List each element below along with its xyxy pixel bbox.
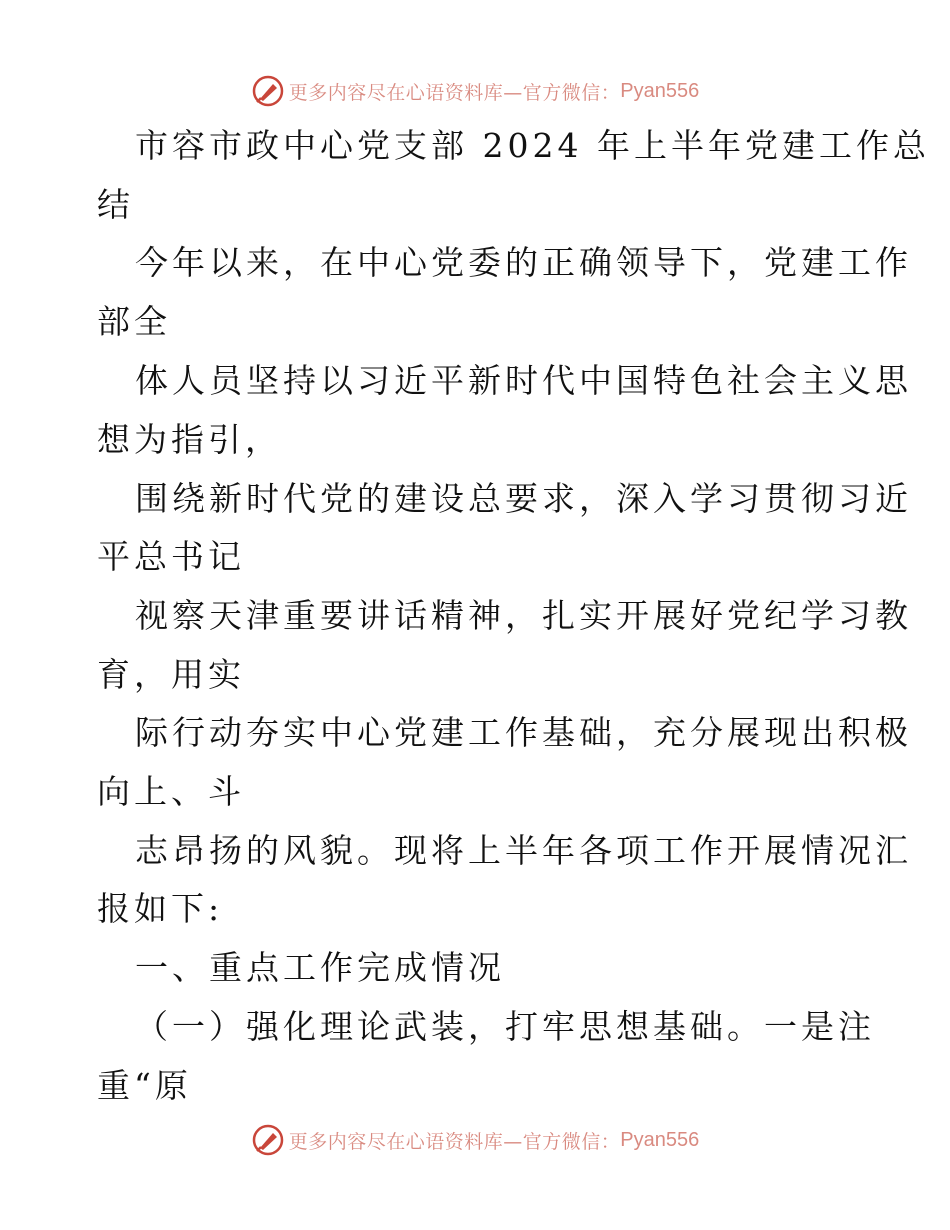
paragraph-line: 围绕新时代党的建设总要求，深入学习贯彻习近	[135, 479, 912, 518]
paragraph-line: 部全	[97, 302, 171, 341]
watermark-text: 更多内容尽在心语资料库—官方微信：	[288, 1130, 621, 1153]
paragraph-line: 报如下:	[97, 889, 224, 928]
paragraph-line: 平总书记	[97, 537, 245, 576]
paragraph-line: 向上、斗	[97, 772, 245, 811]
paragraph-line: 今年以来，在中心党委的正确领导下，党建工作	[135, 243, 912, 282]
paragraph-line: 视察天津重要讲话精神，扎实开展好党纪学习教	[135, 596, 912, 635]
title-line-1: 市容市政中心党支部 2024 年上半年党建工作总	[135, 126, 930, 165]
subsection-line: （一）强化理论武装，打牢思想基础。一是注	[135, 1007, 875, 1046]
pen-nib-seal-icon	[251, 74, 285, 108]
paragraph-line: 志昂扬的风貌。现将上半年各项工作开展情况汇	[135, 831, 912, 870]
paragraph-line: 体人员坚持以习近平新时代中国特色社会主义思	[135, 361, 912, 400]
paragraph-line: 际行动夯实中心党建工作基础，充分展现出积极	[135, 713, 912, 752]
watermark-handle: Pyan556	[620, 79, 700, 102]
paragraph-line: 育，用实	[97, 655, 245, 694]
title-line-2: 结	[97, 185, 134, 224]
watermark-text: 更多内容尽在心语资料库—官方微信：	[288, 81, 621, 104]
pen-nib-seal-icon	[251, 1123, 285, 1157]
watermark-handle: Pyan556	[620, 1128, 700, 1151]
watermark-header	[0, 71, 950, 111]
section-heading: 一、重点工作完成情况	[135, 948, 505, 987]
subsection-line: 重“原	[97, 1066, 192, 1105]
paragraph-line: 想为指引，	[97, 420, 282, 459]
watermark-footer	[0, 1120, 950, 1160]
